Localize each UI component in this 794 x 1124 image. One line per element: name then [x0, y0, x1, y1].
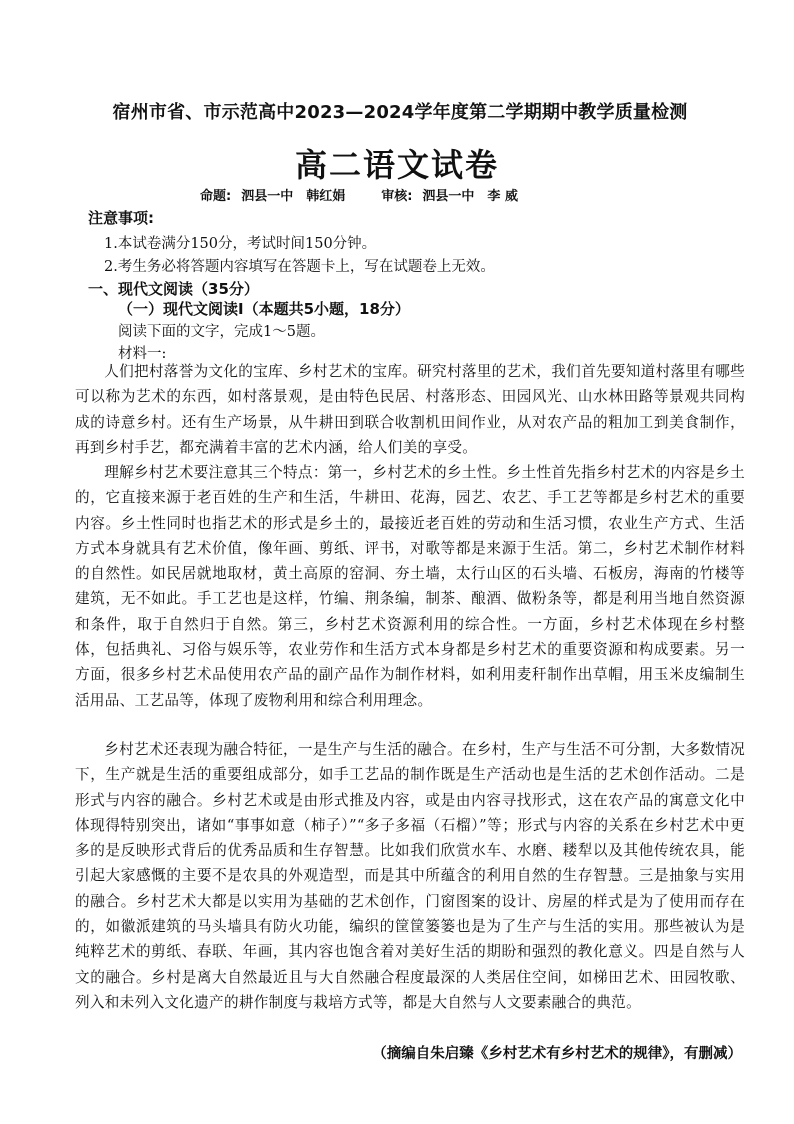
- notice-heading: 注意事项:: [88, 209, 154, 227]
- notice-item-2: 2.考生务必将答题内容填写在答题卡上，写在试题卷上无效。: [104, 259, 495, 275]
- section-subtitle: （一）现代文阅读Ⅰ（本题共5小题，18分）: [118, 300, 410, 318]
- reviewer-label: 审核:: [381, 189, 413, 204]
- author-value: 泗县一中 韩红娟: [241, 189, 346, 204]
- authors-line: [200, 185, 528, 204]
- author-label: 命题:: [200, 189, 232, 204]
- notice-item-1: 1.本试卷满分150分，考试时间150分钟。: [104, 236, 377, 252]
- paper-title: 高二语文试卷: [294, 146, 499, 184]
- section-title: 一、现代文阅读（35分）: [88, 280, 259, 298]
- material-label: 材料一:: [118, 346, 167, 362]
- section-instruction: 阅读下面的文字，完成1～5题。: [118, 324, 325, 340]
- reviewer-value: 泗县一中 李 威: [422, 189, 518, 204]
- passage-paragraph-1: 人们把村落誉为文化的宝库、乡村艺术的宝库。研究村落里的艺术，我们首先要知道村落里有哪些可以称为艺术的东西，如村落景观，是由特色民居、村落形态、田园风光、山水林田路等景观共同构成的诗意乡村。还有生产场景，从牛耕田到联合收割机田间作业，从对农产品的粗加工到美食制作，再到乡村手艺，都充满着丰富的艺术内涵，给人们美的享受。: [75, 363, 745, 456]
- passage-paragraph-3: 乡村艺术还表现为融合特征，一是生产与生活的融合。在乡村，生产与生活不可分割，大多数情况下，生产就是生活的重要组成部分，如手工艺品的制作既是生产活动也是生活的艺术创作活动。二是形式与内容的融合。乡村艺术或是由形式推及内容，或是由内容寻找形式，这在农产品的寓意文化中体现得特别突出，诸如“事事如意（柿子）”“多子多福（石榴）”等；形式与内容的关系在乡村艺术中更多的是反映形式背后的优秀品质和生存智慧。比如我们欣赏水车、水磨、耧犁以及其他传统农具，能引起大家感慨的主要不是农具的外观造型，而是其中所蕴含的利用自然的生存智慧。三是抽象与实用的融合。乡村艺术大都是以实用为基础的艺术创作，门窗图案的设计、房屋的样式是为了使用而存在的，如徽派建筑的马头墙具有防火功能，编织的筐筐篓篓也是为了生产与生活的实用。那些被认为是纯粹艺术的剪纸、春联、年画，其内容也饱含着对美好生活的期盼和强烈的教化意义。四是自然与人文的融合。乡村是离大自然最近且与大自然融合程度最深的人类居住空间，如梯田艺术、田园牧歌、列入和未列入文化遗产的耕作制度与栽培方式等，都是大自然与人文要素融合的典范。: [75, 741, 745, 1011]
- passage-source: （摘编自朱启臻《乡村艺术有乡村艺术的规律》，有删减）: [372, 1046, 742, 1062]
- passage-paragraph-2: 理解乡村艺术要注意其三个特点：第一，乡村艺术的乡土性。乡土性首先指乡村艺术的内容是乡土的，它直接来源于老百姓的生产和生活，牛耕田、花海，园艺、农艺、手工艺等都是乡村艺术的重要内容。乡土性同时也指艺术的形式是乡土的，最接近老百姓的劳动和生活习惯，农业生产方式、生活方式本身就具有艺术价值，像年画、剪纸、评书，对歌等都是来源于生活。第二，乡村艺术制作材料的自然性。如民居就地取材，黄土高原的窑洞、夯土墙，太行山区的石头墙、石板房，海南的竹楼等建筑，无不如此。手工艺也是这样，竹编、荆条编，制茶、酿酒、做粉条等，都是利用当地自然资源和条件，取于自然归于自然。第三，乡村艺术资源利用的综合性。一方面，乡村艺术体现在乡村整体，包括典礼、习俗与娱乐等，农业劳作和生活方式本身都是乡村艺术的重要资源和构成要素。另一方面，很多乡村艺术品使用农产品的副产品作为制作材料，如利用麦秆制作出草帽，用玉米皮编制生活用品、工艺品等，体现了废物利用和综合利用理念。: [75, 464, 745, 709]
- exam-title: 宿州市省、市示范高中2023—2024学年度第二学期期中教学质量检测: [112, 102, 688, 123]
